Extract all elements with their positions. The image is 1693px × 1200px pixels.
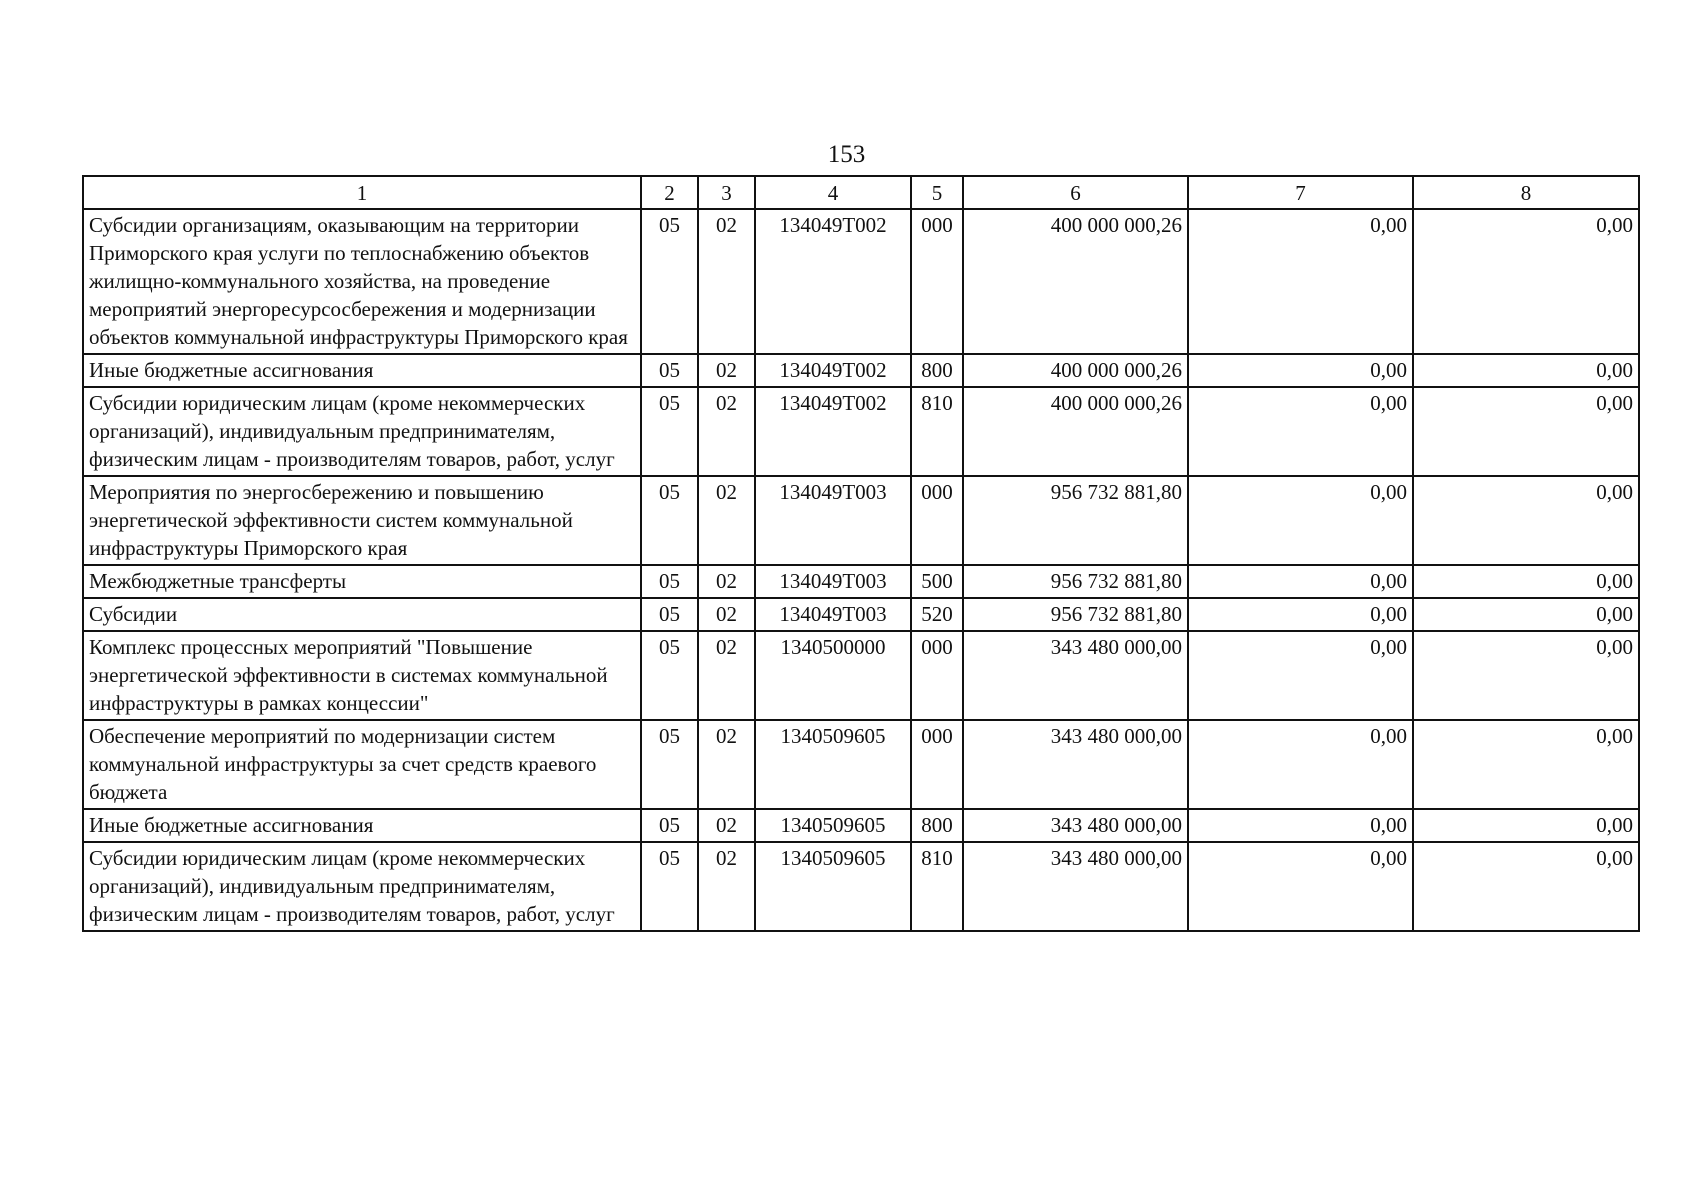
table-row [83, 598, 1639, 631]
target-article-code: 134049Т003 [755, 476, 911, 565]
table-row [83, 209, 1639, 354]
expense-type-code: 800 [911, 809, 963, 842]
section-code: 05 [641, 809, 698, 842]
column-header-4: 4 [755, 176, 911, 209]
item-name: Субсидии организациям, оказывающим на территории Приморского края услуги по теплоснабжению объектов жилищно-коммунального хозяйства, на проведение мероприятий энергоресурсосбережения и модернизации объектов коммунальной инфраструктуры Приморского края [83, 209, 641, 354]
subsection-code: 02 [698, 598, 755, 631]
section-code: 05 [641, 842, 698, 931]
column-header-7: 7 [1188, 176, 1413, 209]
table-row [83, 842, 1639, 931]
header-row [83, 176, 1639, 209]
table-row [83, 387, 1639, 476]
item-name: Субсидии юридическим лицам (кроме некоммерческих организаций), индивидуальным предпринимателям, физическим лицам - производителям товаров, работ, услуг [83, 387, 641, 476]
section-code: 05 [641, 387, 698, 476]
page-number: 153 [827, 141, 866, 168]
target-article-code: 1340509605 [755, 809, 911, 842]
amount-col-8: 0,00 [1413, 565, 1639, 598]
section-code: 05 [641, 598, 698, 631]
section-code: 05 [641, 631, 698, 720]
column-header-2: 2 [641, 176, 698, 209]
subsection-code: 02 [698, 387, 755, 476]
column-header-8: 8 [1413, 176, 1639, 209]
table-row [83, 476, 1639, 565]
expense-type-code: 520 [911, 598, 963, 631]
expense-type-code: 000 [911, 209, 963, 354]
table-row [83, 354, 1639, 387]
amount-col-8: 0,00 [1413, 631, 1639, 720]
amount-col-8: 0,00 [1413, 842, 1639, 931]
amount-col-8: 0,00 [1413, 720, 1639, 809]
amount-col-6: 400 000 000,26 [963, 354, 1188, 387]
amount-col-6: 343 480 000,00 [963, 809, 1188, 842]
amount-col-8: 0,00 [1413, 354, 1639, 387]
target-article-code: 134049Т002 [755, 387, 911, 476]
item-name: Обеспечение мероприятий по модернизации систем коммунальной инфраструктуры за счет средств краевого бюджета [83, 720, 641, 809]
amount-col-6: 956 732 881,80 [963, 565, 1188, 598]
target-article-code: 1340509605 [755, 842, 911, 931]
amount-col-7: 0,00 [1188, 720, 1413, 809]
amount-col-6: 400 000 000,26 [963, 209, 1188, 354]
amount-col-7: 0,00 [1188, 209, 1413, 354]
amount-col-8: 0,00 [1413, 809, 1639, 842]
expense-type-code: 000 [911, 720, 963, 809]
amount-col-7: 0,00 [1188, 476, 1413, 565]
table-row [83, 631, 1639, 720]
item-name: Субсидии [83, 598, 641, 631]
target-article-code: 134049Т003 [755, 565, 911, 598]
subsection-code: 02 [698, 809, 755, 842]
target-article-code: 134049Т002 [755, 354, 911, 387]
amount-col-7: 0,00 [1188, 631, 1413, 720]
column-header-6: 6 [963, 176, 1188, 209]
amount-col-6: 956 732 881,80 [963, 476, 1188, 565]
subsection-code: 02 [698, 354, 755, 387]
subsection-code: 02 [698, 565, 755, 598]
budget-table [82, 175, 1640, 932]
table-row [83, 565, 1639, 598]
target-article-code: 1340509605 [755, 720, 911, 809]
amount-col-7: 0,00 [1188, 809, 1413, 842]
target-article-code: 134049Т002 [755, 209, 911, 354]
expense-type-code: 810 [911, 387, 963, 476]
amount-col-7: 0,00 [1188, 842, 1413, 931]
amount-col-7: 0,00 [1188, 565, 1413, 598]
item-name: Мероприятия по энергосбережению и повышению энергетической эффективности систем коммунальной инфраструктуры Приморского края [83, 476, 641, 565]
table-row [83, 809, 1639, 842]
column-header-1: 1 [83, 176, 641, 209]
expense-type-code: 000 [911, 476, 963, 565]
amount-col-7: 0,00 [1188, 598, 1413, 631]
amount-col-7: 0,00 [1188, 354, 1413, 387]
item-name: Иные бюджетные ассигнования [83, 809, 641, 842]
expense-type-code: 800 [911, 354, 963, 387]
column-header-5: 5 [911, 176, 963, 209]
amount-col-6: 343 480 000,00 [963, 631, 1188, 720]
section-code: 05 [641, 354, 698, 387]
amount-col-6: 343 480 000,00 [963, 720, 1188, 809]
subsection-code: 02 [698, 720, 755, 809]
subsection-code: 02 [698, 209, 755, 354]
amount-col-8: 0,00 [1413, 598, 1639, 631]
section-code: 05 [641, 565, 698, 598]
expense-type-code: 500 [911, 565, 963, 598]
amount-col-8: 0,00 [1413, 387, 1639, 476]
subsection-code: 02 [698, 842, 755, 931]
target-article-code: 1340500000 [755, 631, 911, 720]
table-row [83, 720, 1639, 809]
expense-type-code: 000 [911, 631, 963, 720]
expense-type-code: 810 [911, 842, 963, 931]
section-code: 05 [641, 209, 698, 354]
section-code: 05 [641, 476, 698, 565]
item-name: Субсидии юридическим лицам (кроме некоммерческих организаций), индивидуальным предпринимателям, физическим лицам - производителям товаров, работ, услуг [83, 842, 641, 931]
amount-col-6: 956 732 881,80 [963, 598, 1188, 631]
column-header-3: 3 [698, 176, 755, 209]
item-name: Иные бюджетные ассигнования [83, 354, 641, 387]
section-code: 05 [641, 720, 698, 809]
target-article-code: 134049Т003 [755, 598, 911, 631]
amount-col-8: 0,00 [1413, 209, 1639, 354]
subsection-code: 02 [698, 631, 755, 720]
amount-col-7: 0,00 [1188, 387, 1413, 476]
item-name: Комплекс процессных мероприятий "Повышение энергетической эффективности в системах коммунальной инфраструктуры в рамках концессии" [83, 631, 641, 720]
subsection-code: 02 [698, 476, 755, 565]
amount-col-6: 343 480 000,00 [963, 842, 1188, 931]
item-name: Межбюджетные трансферты [83, 565, 641, 598]
amount-col-6: 400 000 000,26 [963, 387, 1188, 476]
amount-col-8: 0,00 [1413, 476, 1639, 565]
